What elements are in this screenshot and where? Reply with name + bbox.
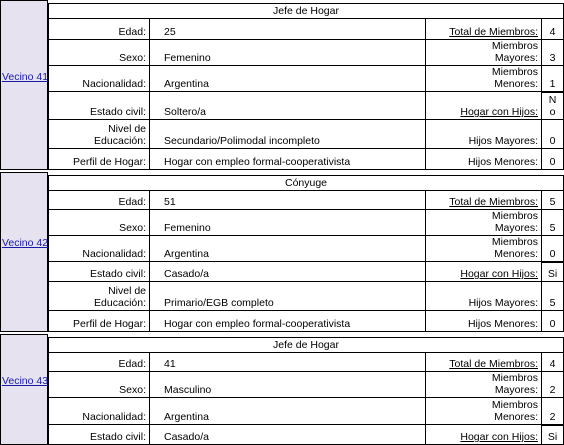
hijos-mayores-label: Hijos Mayores: — [468, 135, 538, 147]
sexo-label: Sexo: — [119, 384, 146, 396]
edad-label: Edad: — [118, 196, 146, 208]
menores-value: 2 — [549, 411, 556, 423]
row-nacionalidad — [48, 398, 564, 425]
total-miembros-value: 4 — [549, 26, 556, 38]
row-sexo — [48, 210, 564, 236]
menores-value: 1 — [549, 78, 556, 90]
educacion-label-2: Educación: — [94, 297, 146, 309]
educacion-label-1: Nivel de — [108, 285, 146, 297]
mayores-label-1: Miembros — [491, 210, 538, 222]
role-header: Jefe de Hogar — [48, 337, 564, 353]
hogar-hijos-value-1: Si — [547, 268, 558, 280]
hogar-hijos-value-1: N — [548, 94, 557, 106]
row-perfil — [48, 311, 564, 332]
vecino-cell — [0, 334, 48, 445]
row-perfil — [48, 149, 564, 170]
total-miembros-value: 4 — [549, 358, 556, 370]
role-header: Cónyuge — [48, 175, 564, 191]
hijos-menores-value: 0 — [549, 156, 556, 168]
estado-civil-label: Estado civil: — [89, 106, 146, 118]
estado-civil-value: Soltero/a — [164, 106, 207, 118]
edad-label: Edad: — [118, 358, 146, 370]
row-sexo — [48, 40, 564, 66]
row-edad — [48, 191, 564, 210]
hijos-mayores-label: Hijos Mayores: — [468, 297, 538, 309]
menores-label-2: Menores: — [494, 411, 538, 423]
menores-label-1: Miembros — [491, 236, 538, 248]
mayores-value: 3 — [549, 52, 556, 64]
total-miembros-label: Total de Miembros: — [449, 358, 538, 370]
menores-label-2: Menores: — [494, 248, 538, 260]
menores-label-1: Miembros — [491, 66, 538, 78]
row-estado-civil — [48, 262, 564, 282]
vecino-cell — [0, 172, 48, 332]
perfil-value: Hogar con empleo formal-cooperativista — [164, 156, 351, 168]
vecino-41-text[interactable]: Vecino 41 — [1, 71, 49, 83]
estado-civil-value: Casado/a — [164, 268, 209, 280]
edad-value: 41 — [164, 358, 176, 370]
vecino-41-link[interactable] — [1, 71, 49, 84]
hogar-hijos-label: Hogar con Hijos: — [460, 268, 538, 280]
menores-value: 0 — [549, 248, 556, 260]
mayores-label-2: Mayores: — [494, 222, 538, 234]
row-nacionalidad — [48, 236, 564, 262]
hijos-mayores-value: 0 — [549, 135, 556, 147]
estado-civil-label: Estado civil: — [89, 268, 146, 280]
mayores-value: 2 — [549, 384, 556, 396]
sexo-label: Sexo: — [119, 222, 146, 234]
educacion-value: Secundario/Polimodal incompleto — [164, 135, 320, 147]
mayores-value: 5 — [549, 222, 556, 234]
total-miembros-label: Total de Miembros: — [449, 26, 538, 38]
vecino-43-link[interactable] — [1, 375, 49, 388]
mayores-label-1: Miembros — [491, 40, 538, 52]
educacion-label-1: Nivel de — [108, 123, 146, 135]
hogar-hijos-value-2: o — [549, 106, 556, 118]
mayores-label-1: Miembros — [491, 372, 538, 384]
edad-label: Edad: — [118, 26, 146, 38]
mayores-label-2: Mayores: — [494, 52, 538, 64]
vecino-43-text[interactable]: Vecino 43 — [1, 375, 49, 387]
row-estado-civil — [48, 425, 564, 445]
nacionalidad-label: Nacionalidad: — [82, 78, 146, 90]
row-sexo — [48, 372, 564, 398]
mayores-label-2: Mayores: — [494, 384, 538, 396]
nacionalidad-label: Nacionalidad: — [82, 411, 146, 423]
educacion-value: Primario/EGB completo — [164, 297, 274, 309]
vecino-42-text[interactable]: Vecino 42 — [1, 237, 49, 249]
nacionalidad-value: Argentina — [164, 411, 209, 423]
row-edad — [48, 19, 564, 40]
row-nacionalidad — [48, 66, 564, 92]
vecino-cell — [0, 0, 48, 170]
estado-civil-label: Estado civil: — [89, 431, 146, 443]
hijos-menores-value: 0 — [549, 318, 556, 330]
row-educacion — [48, 120, 564, 149]
role-header: Jefe de Hogar — [48, 3, 564, 19]
hogar-hijos-label: Hogar con Hijos: — [460, 431, 538, 443]
sexo-value: Masculino — [164, 384, 212, 396]
total-miembros-value: 5 — [549, 196, 556, 208]
row-estado-civil — [48, 92, 564, 120]
record-vecino-42 — [0, 172, 564, 332]
nacionalidad-value: Argentina — [164, 248, 209, 260]
vecino-42-link[interactable] — [1, 237, 49, 250]
total-miembros-label: Total de Miembros: — [449, 196, 538, 208]
edad-value: 25 — [164, 26, 176, 38]
row-edad — [48, 353, 564, 372]
perfil-value: Hogar con empleo formal-cooperativista — [164, 318, 351, 330]
sexo-value: Femenino — [164, 222, 211, 234]
record-vecino-43 — [0, 334, 564, 445]
nacionalidad-value: Argentina — [164, 78, 209, 90]
hogar-hijos-label: Hogar con Hijos: — [460, 106, 538, 118]
row-educacion — [48, 282, 564, 311]
hijos-mayores-value: 5 — [549, 297, 556, 309]
hijos-menores-label: Hijos Menores: — [467, 318, 538, 330]
estado-civil-value: Casado/a — [164, 431, 209, 443]
record-vecino-41 — [0, 0, 564, 170]
edad-value: 51 — [164, 196, 176, 208]
sexo-label: Sexo: — [119, 52, 146, 64]
hogar-hijos-value-1: Si — [547, 431, 558, 443]
nacionalidad-label: Nacionalidad: — [82, 248, 146, 260]
perfil-label: Perfil de Hogar: — [73, 318, 146, 330]
menores-label-1: Miembros — [491, 399, 538, 411]
hijos-menores-label: Hijos Menores: — [467, 156, 538, 168]
menores-label-2: Menores: — [494, 78, 538, 90]
sexo-value: Femenino — [164, 52, 211, 64]
perfil-label: Perfil de Hogar: — [73, 156, 146, 168]
educacion-label-2: Educación: — [94, 135, 146, 147]
